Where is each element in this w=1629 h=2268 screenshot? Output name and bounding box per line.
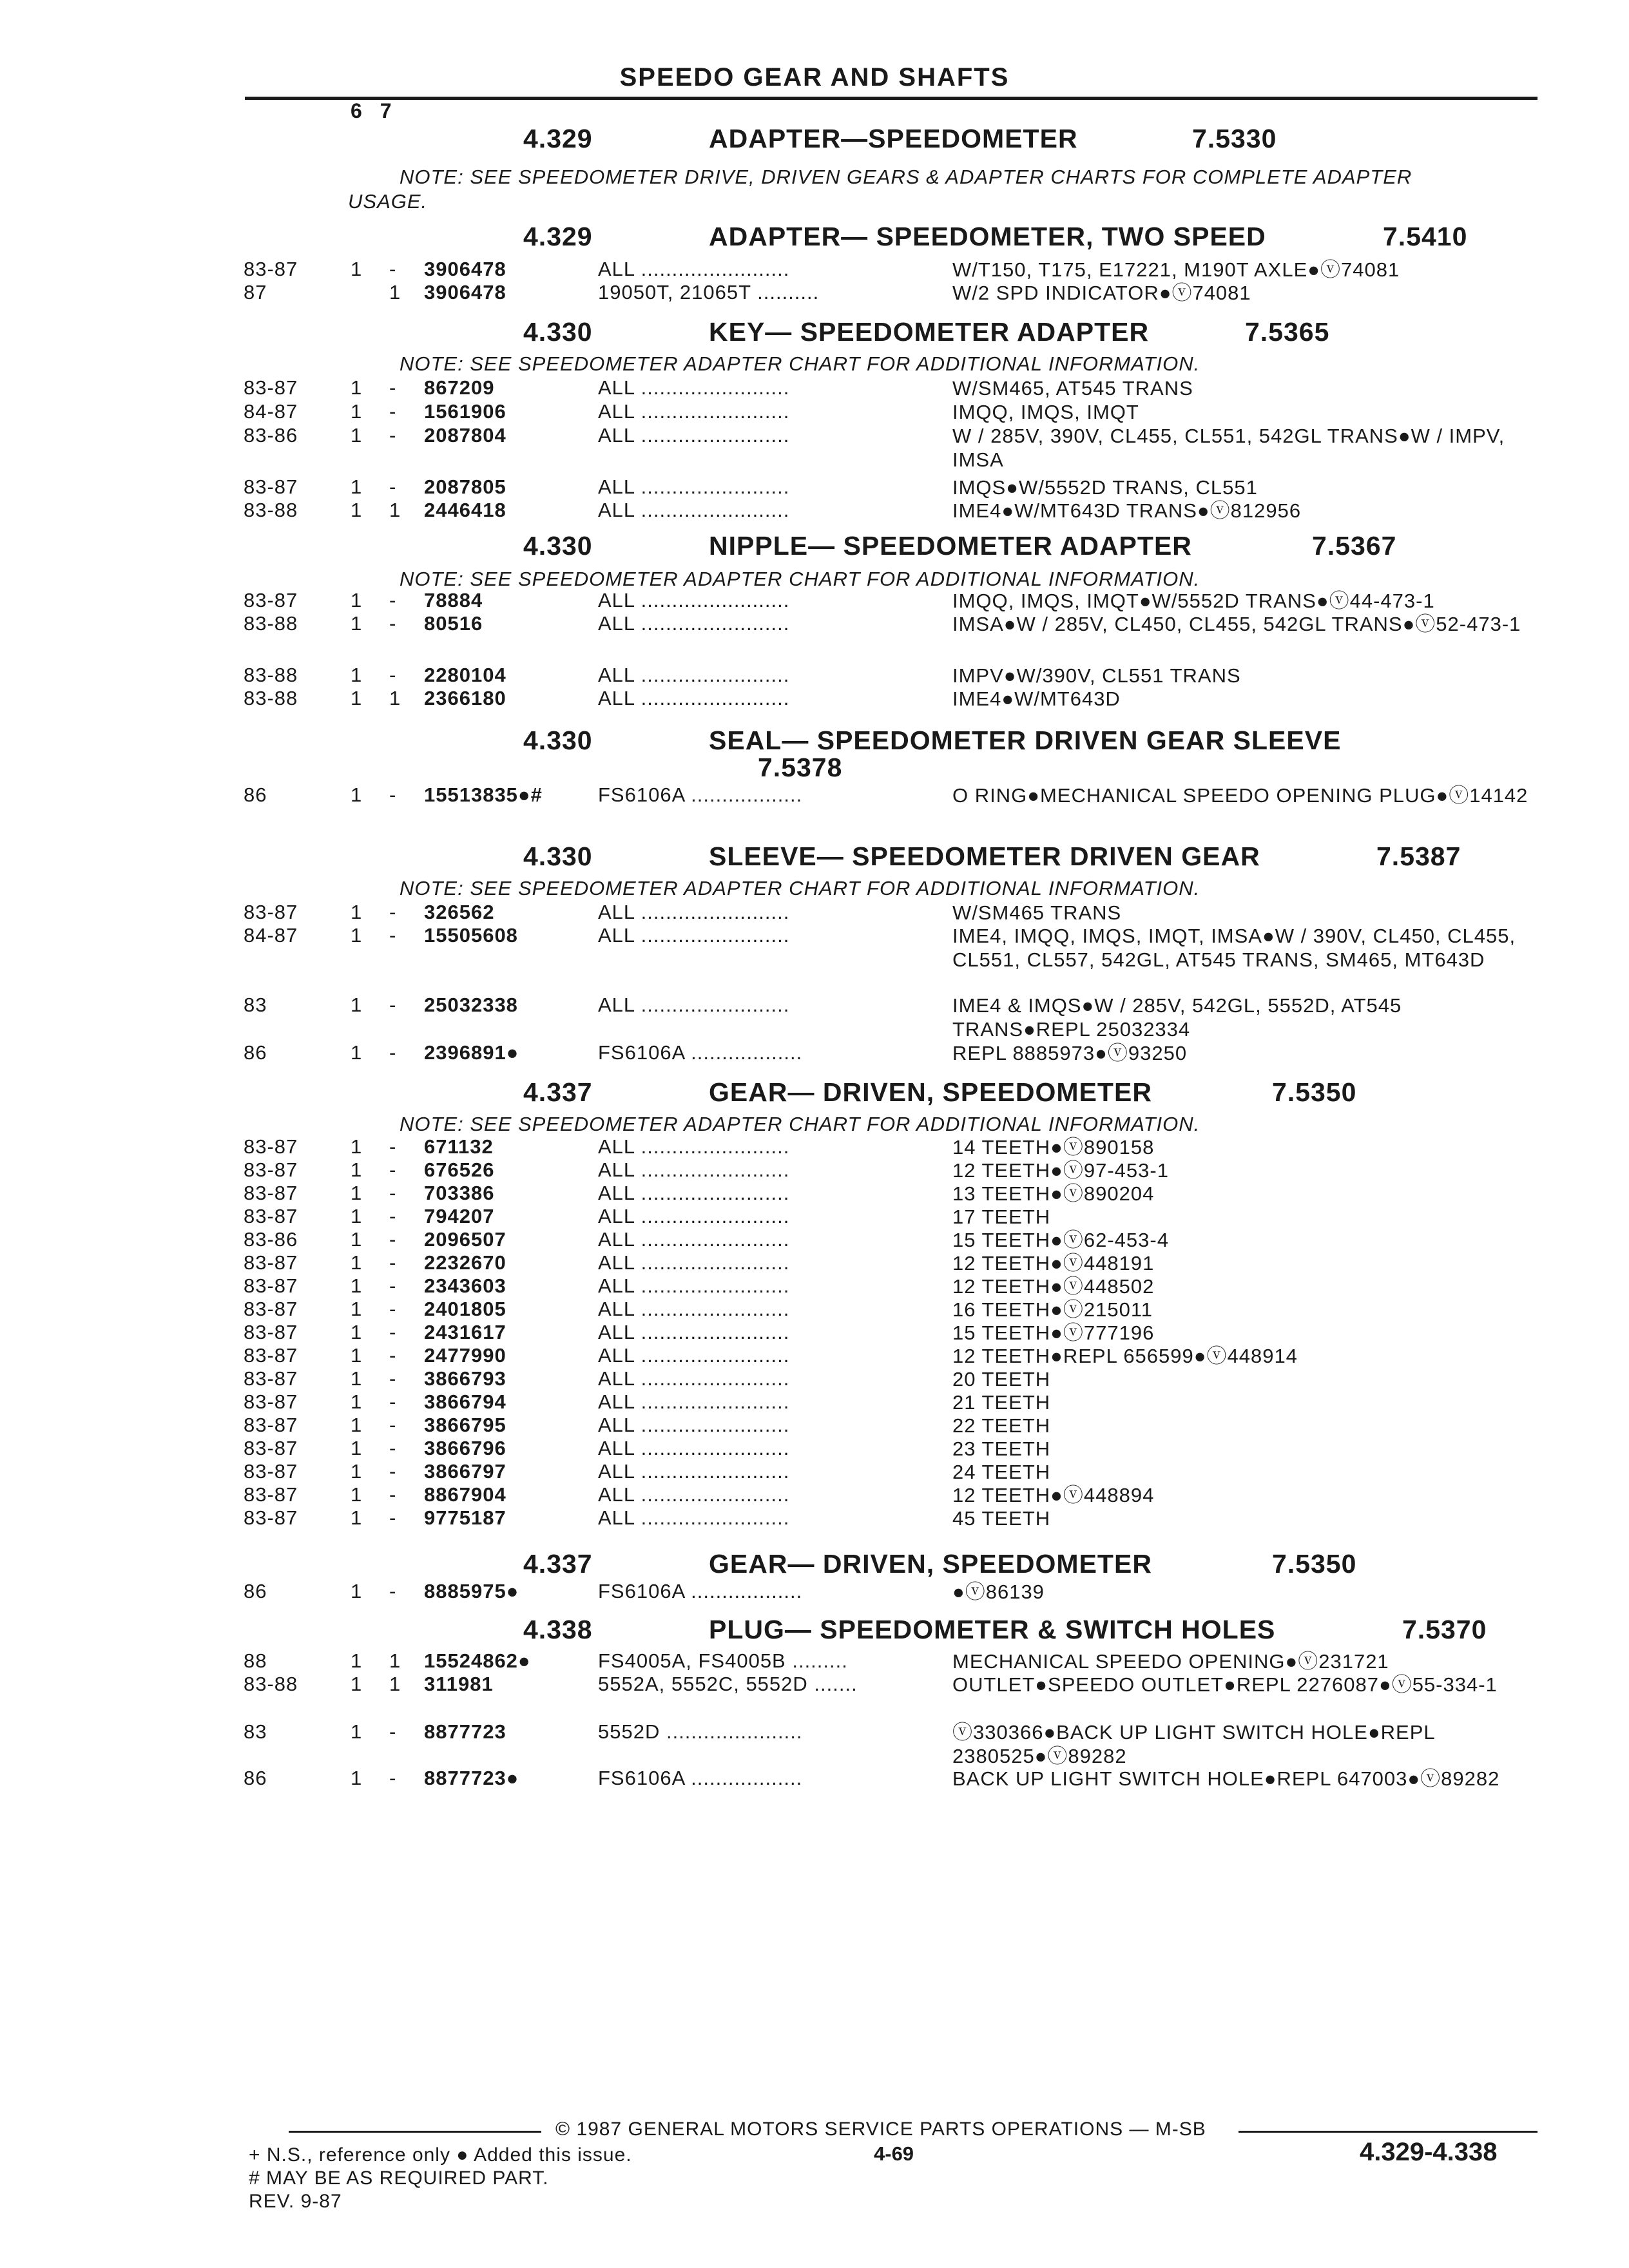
- quantity-a: 1: [351, 499, 363, 521]
- quantity-b: -: [389, 1506, 397, 1529]
- part-number: 8867904: [424, 1483, 506, 1506]
- quantity-a: 1: [351, 1367, 363, 1390]
- part-number: 3866793: [424, 1367, 506, 1390]
- model-application: ALL ........................: [598, 1205, 790, 1227]
- model-application: ALL ........................: [598, 994, 790, 1016]
- part-number: 8877723: [424, 1720, 506, 1743]
- quantity-a: 1: [351, 783, 363, 806]
- quantity-a: 1: [351, 612, 363, 635]
- part-number: 2096507: [424, 1228, 506, 1251]
- part-description: W/2 SPD INDICATOR●ⓥ74081: [952, 282, 1251, 304]
- part-number: 311981: [424, 1673, 494, 1695]
- section-code: 7.5330: [1192, 124, 1277, 153]
- quantity-b: -: [389, 924, 397, 947]
- quantity-a: 1: [351, 1041, 363, 1064]
- part-number: 2366180: [424, 687, 506, 709]
- section-code: 7.5350: [1272, 1077, 1357, 1107]
- quantity-a: 1: [351, 1414, 363, 1436]
- section-note: NOTE: SEE SPEEDOMETER ADAPTER CHART FOR ADDITIONAL INFORMATION.: [400, 352, 1200, 375]
- year-range: 83: [244, 994, 267, 1016]
- quantity-a: 1: [351, 258, 363, 280]
- quantity-a: 1: [351, 589, 363, 611]
- quantity-b: -: [389, 1344, 397, 1367]
- part-number: 15505608: [424, 924, 518, 947]
- year-range: 83-86: [244, 1228, 298, 1251]
- part-number: 2401805: [424, 1298, 506, 1320]
- section-code: 7.5410: [1383, 222, 1468, 251]
- year-range: 83-86: [244, 424, 298, 447]
- model-application: ALL ........................: [598, 1390, 790, 1413]
- model-application: ALL ........................: [598, 258, 790, 280]
- quantity-b: -: [389, 476, 397, 498]
- part-number: 3866797: [424, 1460, 506, 1483]
- quantity-b: -: [389, 1182, 397, 1204]
- quantity-a: 1: [351, 1251, 363, 1274]
- quantity-b: -: [389, 1228, 397, 1251]
- year-range: 83-87: [244, 901, 298, 923]
- model-application: ALL ........................: [598, 400, 790, 423]
- quantity-a: 1: [351, 1228, 363, 1251]
- footer-revision: REV. 9-87: [249, 2191, 342, 2212]
- part-number: 671132: [424, 1135, 494, 1158]
- quantity-a: 1: [351, 1321, 363, 1343]
- quantity-b: -: [389, 1158, 397, 1181]
- year-range: 83-87: [244, 1460, 298, 1483]
- part-description: IMPV●W/390V, CL551 TRANS: [952, 664, 1241, 687]
- part-number: 3866794: [424, 1390, 506, 1413]
- section-code: 7.5370: [1402, 1615, 1487, 1644]
- part-description: 13 TEETH●ⓥ890204: [952, 1182, 1155, 1205]
- section-code: 7.5365: [1245, 317, 1330, 347]
- quantity-b: 1: [389, 687, 401, 709]
- section-title: ADAPTER— SPEEDOMETER, TWO SPEED: [709, 222, 1266, 251]
- quantity-a: 1: [351, 1673, 363, 1695]
- footer-section-range: 4.329-4.338: [1360, 2138, 1498, 2166]
- quantity-b: -: [389, 1251, 397, 1274]
- quantity-b: -: [389, 376, 397, 399]
- part-number: 2232670: [424, 1251, 506, 1274]
- page-title: SPEEDO GEAR AND SHAFTS: [619, 63, 1010, 91]
- part-number: 25032338: [424, 994, 518, 1016]
- part-description: 45 TEETH: [952, 1507, 1051, 1530]
- part-description: REPL 8885973●ⓥ93250: [952, 1042, 1188, 1064]
- model-application: ALL ........................: [598, 664, 790, 686]
- year-range: 83-88: [244, 499, 298, 521]
- year-range: 86: [244, 1767, 267, 1789]
- year-range: 83-87: [244, 1158, 298, 1181]
- model-application: ALL ........................: [598, 1414, 790, 1436]
- section-title: SEAL— SPEEDOMETER DRIVEN GEAR SLEEVE: [709, 726, 1342, 755]
- section-number: 4.337: [523, 1077, 593, 1107]
- part-description: ⓥ330366●BACK UP LIGHT SWITCH HOLE●REPL 2380525●ⓥ89282: [952, 1721, 1435, 1767]
- year-range: 83-87: [244, 1414, 298, 1436]
- model-application: ALL ........................: [598, 376, 790, 399]
- part-description: 12 TEETH●ⓥ448894: [952, 1484, 1155, 1506]
- section-code: 7.5350: [1272, 1549, 1357, 1579]
- year-range: 88: [244, 1649, 267, 1672]
- year-range: 83-87: [244, 1205, 298, 1227]
- part-number: 676526: [424, 1158, 495, 1181]
- year-range: 83: [244, 1720, 267, 1743]
- year-range: 84-87: [244, 400, 298, 423]
- quantity-b: -: [389, 1205, 397, 1227]
- quantity-a: 1: [351, 1767, 363, 1789]
- part-description: IME4 & IMQS●W / 285V, 542GL, 5552D, AT545 TRANS●REPL 25032334: [952, 994, 1402, 1041]
- model-application: ALL ........................: [598, 1158, 790, 1181]
- part-description: 12 TEETH●ⓥ448502: [952, 1275, 1155, 1298]
- year-range: 86: [244, 783, 267, 806]
- part-description: OUTLET●SPEEDO OUTLET●REPL 2276087●ⓥ55-334-1: [952, 1673, 1498, 1696]
- quantity-a: 1: [351, 376, 363, 399]
- part-description: ●ⓥ86139: [952, 1581, 1045, 1603]
- model-application: ALL ........................: [598, 589, 790, 611]
- quantity-b: -: [389, 258, 397, 280]
- quantity-b: -: [389, 1274, 397, 1297]
- quantity-b: -: [389, 1414, 397, 1436]
- section-note: NOTE: SEE SPEEDOMETER ADAPTER CHART FOR ADDITIONAL INFORMATION.: [400, 877, 1200, 899]
- column-heading-b: 7: [380, 99, 392, 122]
- part-number: 3866796: [424, 1437, 506, 1459]
- part-number: 2280104: [424, 664, 506, 686]
- section-title: SLEEVE— SPEEDOMETER DRIVEN GEAR: [709, 841, 1260, 871]
- part-number: 2087805: [424, 476, 506, 498]
- quantity-b: 1: [389, 1649, 401, 1672]
- section-code: 7.5367: [1312, 531, 1397, 561]
- part-description: W/T150, T175, E17221, M190T AXLE●ⓥ74081: [952, 258, 1400, 281]
- section-number: 4.329: [523, 222, 593, 251]
- part-description: IMQS●W/5552D TRANS, CL551: [952, 476, 1258, 499]
- part-number: 2477990: [424, 1344, 506, 1367]
- model-application: ALL ........................: [598, 1182, 790, 1204]
- footer-legend-added: + N.S., reference only ● Added this issue.: [249, 2144, 632, 2166]
- part-number: 15524862●: [424, 1649, 531, 1672]
- footer-rule-right: [1239, 2131, 1537, 2133]
- quantity-b: -: [389, 1135, 397, 1158]
- year-range: 83-88: [244, 664, 298, 686]
- year-range: 83-88: [244, 612, 298, 635]
- year-range: 83-88: [244, 1673, 298, 1695]
- quantity-a: 1: [351, 1506, 363, 1529]
- quantity-a: 1: [351, 687, 363, 709]
- part-description: 17 TEETH: [952, 1206, 1051, 1228]
- quantity-a: 1: [351, 1182, 363, 1204]
- model-application: ALL ........................: [598, 1506, 790, 1529]
- part-number: 1561906: [424, 400, 506, 423]
- section-number: 4.330: [523, 317, 593, 347]
- quantity-a: 1: [351, 476, 363, 498]
- part-number: 8877723●: [424, 1767, 519, 1789]
- part-number: 2431617: [424, 1321, 506, 1343]
- quantity-a: 1: [351, 1274, 363, 1297]
- model-application: ALL ........................: [598, 1228, 790, 1251]
- quantity-a: 1: [351, 1298, 363, 1320]
- year-range: 87: [244, 281, 267, 303]
- part-description: 24 TEETH: [952, 1461, 1051, 1483]
- year-range: 83-87: [244, 376, 298, 399]
- quantity-a: 1: [351, 901, 363, 923]
- part-number: 2446418: [424, 499, 506, 521]
- quantity-b: -: [389, 612, 397, 635]
- quantity-b: -: [389, 1298, 397, 1320]
- quantity-a: 1: [351, 1205, 363, 1227]
- quantity-b: -: [389, 1390, 397, 1413]
- quantity-a: 1: [351, 664, 363, 686]
- part-description: 22 TEETH: [952, 1414, 1051, 1437]
- model-application: ALL ........................: [598, 1460, 790, 1483]
- part-description: 16 TEETH●ⓥ215011: [952, 1298, 1153, 1321]
- model-application: ALL ........................: [598, 924, 790, 947]
- part-number: 867209: [424, 376, 495, 399]
- model-application: FS6106A ..................: [598, 1580, 803, 1602]
- year-range: 83-87: [244, 1437, 298, 1459]
- section-note: NOTE: SEE SPEEDOMETER ADAPTER CHART FOR ADDITIONAL INFORMATION.: [400, 568, 1200, 590]
- section-title: ADAPTER—SPEEDOMETER: [709, 124, 1078, 153]
- quantity-a: 1: [351, 424, 363, 447]
- footer-copyright: © 1987 GENERAL MOTORS SERVICE PARTS OPERATIONS — M-SB: [555, 2119, 1206, 2140]
- part-description: IME4●W/MT643D TRANS●ⓥ812956: [952, 499, 1302, 522]
- quantity-b: -: [389, 1041, 397, 1064]
- quantity-b: -: [389, 1483, 397, 1506]
- model-application: FS6106A ..................: [598, 1767, 803, 1789]
- part-description: O RING●MECHANICAL SPEEDO OPENING PLUG●ⓥ14142: [952, 784, 1528, 807]
- quantity-a: 1: [351, 994, 363, 1016]
- model-application: 5552A, 5552C, 5552D .......: [598, 1673, 858, 1695]
- section-note: NOTE: SEE SPEEDOMETER ADAPTER CHART FOR ADDITIONAL INFORMATION.: [400, 1113, 1200, 1135]
- quantity-b: -: [389, 1767, 397, 1789]
- section-title: GEAR— DRIVEN, SPEEDOMETER: [709, 1549, 1152, 1579]
- quantity-b: 1: [389, 281, 401, 303]
- section-title: KEY— SPEEDOMETER ADAPTER: [709, 317, 1150, 347]
- year-range: 84-87: [244, 924, 298, 947]
- part-description: 15 TEETH●ⓥ777196: [952, 1321, 1155, 1344]
- year-range: 83-87: [244, 589, 298, 611]
- year-range: 86: [244, 1580, 267, 1602]
- quantity-b: -: [389, 1367, 397, 1390]
- footer-legend-as-required: # MAY BE AS REQUIRED PART.: [249, 2167, 549, 2189]
- model-application: ALL ........................: [598, 1274, 790, 1297]
- section-title: PLUG— SPEEDOMETER & SWITCH HOLES: [709, 1615, 1276, 1644]
- part-number: 80516: [424, 612, 483, 635]
- year-range: 83-87: [244, 1321, 298, 1343]
- part-number: 15513835●#: [424, 783, 543, 806]
- year-range: 83-87: [244, 1483, 298, 1506]
- model-application: 5552D ......................: [598, 1720, 803, 1743]
- model-application: FS6106A ..................: [598, 783, 803, 806]
- section-number: 4.330: [523, 841, 593, 871]
- year-range: 83-87: [244, 1344, 298, 1367]
- year-range: 83-87: [244, 1135, 298, 1158]
- quantity-b: -: [389, 1321, 397, 1343]
- year-range: 83-87: [244, 1367, 298, 1390]
- part-description: W/SM465 TRANS: [952, 901, 1122, 924]
- model-application: ALL ........................: [598, 1321, 790, 1343]
- part-description: W / 285V, 390V, CL455, CL551, 542GL TRANS●W / IMPV, IMSA: [952, 425, 1505, 471]
- part-description: 23 TEETH: [952, 1437, 1051, 1460]
- column-heading-a: 6: [351, 99, 362, 122]
- part-description: IMQQ, IMQS, IMQT: [952, 401, 1139, 423]
- year-range: 83-87: [244, 1251, 298, 1274]
- part-description: IMSA●W / 285V, CL450, CL455, 542GL TRANS●ⓥ52-473-1: [952, 613, 1521, 635]
- section-number: 4.330: [523, 531, 593, 561]
- year-range: 83-87: [244, 1390, 298, 1413]
- year-range: 83-87: [244, 476, 298, 498]
- footer-rule-left: [289, 2131, 541, 2133]
- model-application: ALL ........................: [598, 687, 790, 709]
- model-application: ALL ........................: [598, 612, 790, 635]
- quantity-b: -: [389, 901, 397, 923]
- quantity-b: -: [389, 400, 397, 423]
- quantity-a: 1: [351, 1135, 363, 1158]
- model-application: ALL ........................: [598, 1298, 790, 1320]
- section-code: 7.5378: [758, 753, 843, 782]
- quantity-b: -: [389, 664, 397, 686]
- model-application: ALL ........................: [598, 499, 790, 521]
- part-number: 9775187: [424, 1506, 506, 1529]
- part-description: MECHANICAL SPEEDO OPENING●ⓥ231721: [952, 1650, 1389, 1673]
- part-description: BACK UP LIGHT SWITCH HOLE●REPL 647003●ⓥ89282: [952, 1767, 1500, 1790]
- quantity-a: 1: [351, 1344, 363, 1367]
- part-description: 15 TEETH●ⓥ62-453-4: [952, 1229, 1169, 1251]
- quantity-b: -: [389, 1437, 397, 1459]
- part-description: 14 TEETH●ⓥ890158: [952, 1136, 1155, 1158]
- quantity-a: 1: [351, 924, 363, 947]
- quantity-a: 1: [351, 1580, 363, 1602]
- year-range: 86: [244, 1041, 267, 1064]
- part-number: 3906478: [424, 281, 506, 303]
- header-rule: [245, 97, 1537, 100]
- part-number: 3906478: [424, 258, 506, 280]
- quantity-b: 1: [389, 499, 401, 521]
- part-description: 12 TEETH●ⓥ97-453-1: [952, 1159, 1169, 1182]
- part-description: 12 TEETH●ⓥ448191: [952, 1252, 1155, 1274]
- part-number: 3866795: [424, 1414, 506, 1436]
- year-range: 83-87: [244, 1298, 298, 1320]
- part-description: W/SM465, AT545 TRANS: [952, 377, 1193, 399]
- year-range: 83-87: [244, 1274, 298, 1297]
- quantity-b: -: [389, 424, 397, 447]
- model-application: ALL ........................: [598, 1344, 790, 1367]
- section-number: 4.330: [523, 726, 593, 755]
- model-application: 19050T, 21065T ..........: [598, 281, 820, 303]
- part-description: 20 TEETH: [952, 1368, 1051, 1390]
- quantity-a: 1: [351, 400, 363, 423]
- quantity-a: 1: [351, 1158, 363, 1181]
- quantity-b: -: [389, 1460, 397, 1483]
- section-number: 4.338: [523, 1615, 593, 1644]
- part-number: 703386: [424, 1182, 495, 1204]
- part-number: 794207: [424, 1205, 495, 1227]
- part-number: 8885975●: [424, 1580, 519, 1602]
- quantity-a: 1: [351, 1437, 363, 1459]
- part-number: 2396891●: [424, 1041, 519, 1064]
- year-range: 83-87: [244, 1182, 298, 1204]
- section-code: 7.5387: [1376, 841, 1461, 871]
- part-description: 12 TEETH●REPL 656599●ⓥ448914: [952, 1345, 1298, 1367]
- model-application: ALL ........................: [598, 1251, 790, 1274]
- part-number: 2087804: [424, 424, 506, 447]
- part-description: IME4●W/MT643D: [952, 687, 1121, 710]
- quantity-a: 1: [351, 1460, 363, 1483]
- quantity-b: -: [389, 783, 397, 806]
- quantity-a: 1: [351, 1483, 363, 1506]
- year-range: 83-87: [244, 258, 298, 280]
- model-application: ALL ........................: [598, 424, 790, 447]
- model-application: ALL ........................: [598, 1483, 790, 1506]
- quantity-b: 1: [389, 1673, 401, 1695]
- quantity-a: 1: [351, 1649, 363, 1672]
- part-description: 21 TEETH: [952, 1391, 1051, 1414]
- model-application: ALL ........................: [598, 1135, 790, 1158]
- section-title: NIPPLE— SPEEDOMETER ADAPTER: [709, 531, 1192, 561]
- section-title: GEAR— DRIVEN, SPEEDOMETER: [709, 1077, 1152, 1107]
- model-application: ALL ........................: [598, 1437, 790, 1459]
- part-number: 326562: [424, 901, 495, 923]
- part-number: 2343603: [424, 1274, 506, 1297]
- year-range: 83-87: [244, 1506, 298, 1529]
- model-application: FS4005A, FS4005B .........: [598, 1649, 848, 1672]
- column-headings: [351, 99, 410, 123]
- quantity-b: -: [389, 1580, 397, 1602]
- quantity-b: -: [389, 994, 397, 1016]
- model-application: ALL ........................: [598, 1367, 790, 1390]
- year-range: 83-88: [244, 687, 298, 709]
- section-note: NOTE: SEE SPEEDOMETER DRIVE, DRIVEN GEARS & ADAPTER CHARTS FOR COMPLETE ADAPTER USAGE.: [348, 166, 1412, 213]
- model-application: FS6106A ..................: [598, 1041, 803, 1064]
- quantity-b: -: [389, 1720, 397, 1743]
- part-description: IME4, IMQQ, IMQS, IMQT, IMSA●W / 390V, CL450, CL455, CL551, CL557, 542GL, AT545 TRANS, SM465, MT643D: [952, 925, 1516, 971]
- quantity-a: 1: [351, 1720, 363, 1743]
- quantity-a: 1: [351, 1390, 363, 1413]
- section-number: 4.337: [523, 1549, 593, 1579]
- quantity-b: -: [389, 589, 397, 611]
- part-description: IMQQ, IMQS, IMQT●W/5552D TRANS●ⓥ44-473-1: [952, 590, 1435, 612]
- footer-page-number: 4-69: [874, 2142, 914, 2165]
- model-application: ALL ........................: [598, 476, 790, 498]
- model-application: ALL ........................: [598, 901, 790, 923]
- part-number: 78884: [424, 589, 483, 611]
- section-number: 4.329: [523, 124, 593, 153]
